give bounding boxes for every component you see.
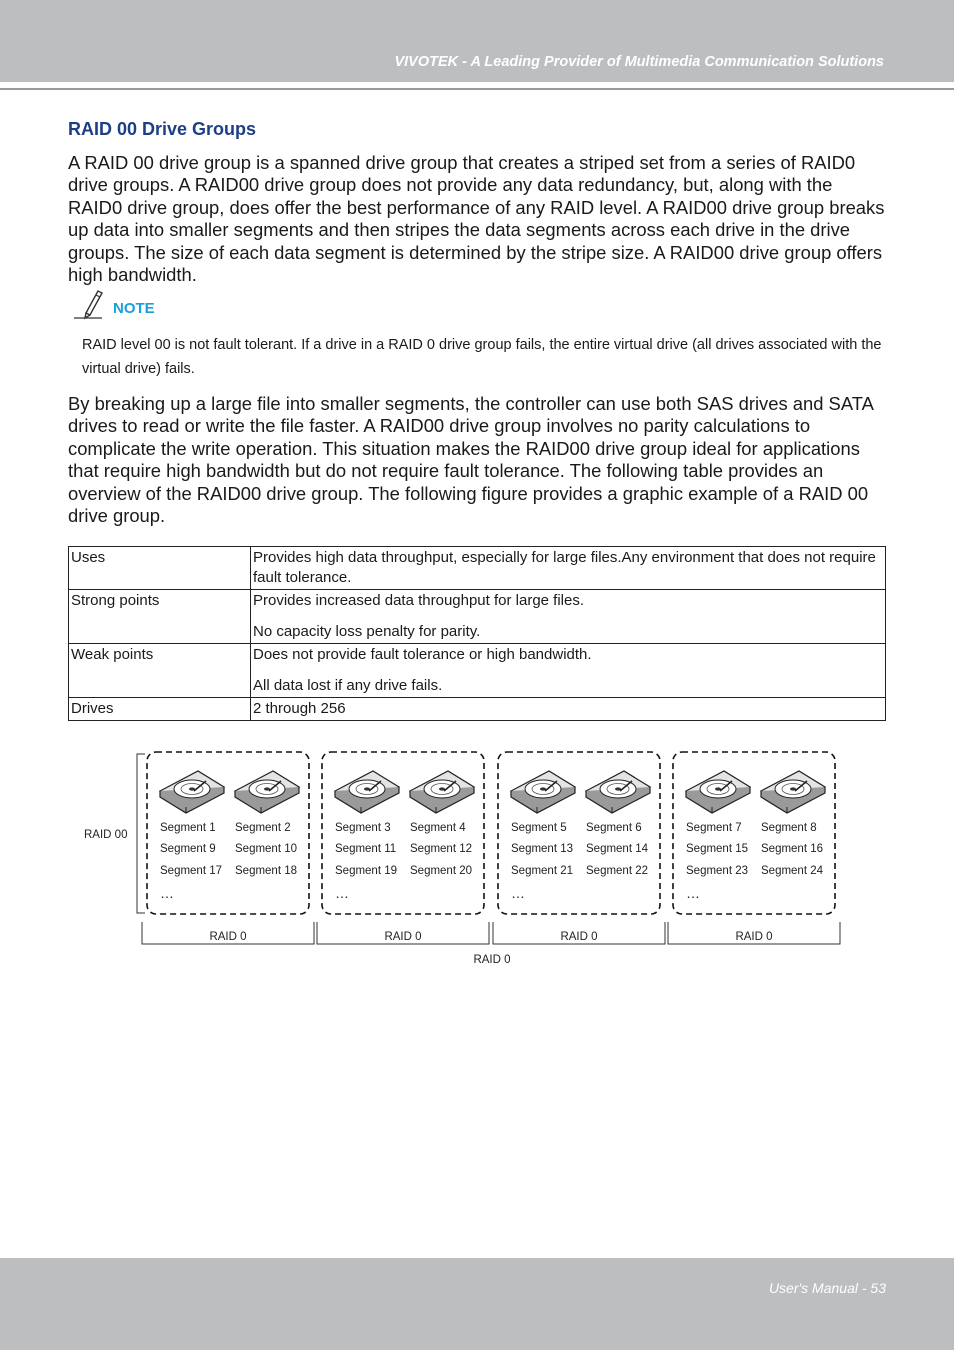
ellipsis: … <box>160 885 174 901</box>
table-row-value <box>251 698 886 721</box>
table-row-label: Drives <box>69 698 251 721</box>
table-row <box>69 547 886 590</box>
hard-drive-icon <box>335 771 399 813</box>
hard-drive-icon <box>160 771 224 813</box>
note-label: NOTE <box>113 300 155 317</box>
segment-label: Segment 24 <box>761 865 824 877</box>
segment-label: Segment 16 <box>761 843 824 855</box>
note-text: RAID level 00 is not fault tolerant. If a drive in a RAID 0 drive group fails, the entire virtual drive (all drives associated with the virtual drive) fails. <box>82 337 882 377</box>
segment-label: Segment 9 <box>160 843 216 855</box>
segment-label: Segment 13 <box>511 843 574 855</box>
section-title: RAID 00 Drive Groups <box>68 119 257 139</box>
table-row-value <box>251 644 886 698</box>
segment-label: Segment 21 <box>511 865 574 877</box>
segment-label: Segment 10 <box>235 843 298 855</box>
segment-label: Segment 20 <box>410 865 473 877</box>
segment-label: Segment 5 <box>511 822 567 834</box>
raid0-group-label: RAID 0 <box>209 931 247 943</box>
overview-table <box>68 546 886 721</box>
segment-label: Segment 18 <box>235 865 298 877</box>
table-row <box>69 590 886 644</box>
segment-label: Segment 4 <box>410 822 466 834</box>
pencil-icon <box>72 286 106 320</box>
raid0-group-label: RAID 0 <box>735 931 773 943</box>
table-row <box>69 698 886 721</box>
raid0-group-label: RAID 0 <box>384 931 422 943</box>
segment-label: Segment 2 <box>235 822 291 834</box>
raid00-bracket <box>137 754 145 913</box>
table-cell-line: Does not provide fault tolerance or high bandwidth. <box>253 646 592 663</box>
table-row <box>69 644 886 698</box>
table-row-value <box>251 547 886 590</box>
body-paragraph: By breaking up a large file into smaller segments, the controller can use both SAS drives and SATA drives to read or write the file faster. A RAID00 drive group involves no parity calculations to complicate the write operation. This situation makes the RAID00 drive group ideal for applications that require high bandwidth but do not require fault tolerance. The following table provides an overview of the RAID00 drive group. The following figure provides a graphic example of a RAID 00 drive group. <box>68 393 873 527</box>
segment-label: Segment 8 <box>761 822 817 834</box>
page-header <box>0 0 954 82</box>
hard-drive-icon <box>761 771 825 813</box>
page-number: User's Manual - 53 <box>768 1280 886 1296</box>
header-tagline: VIVOTEK - A Leading Provider of Multimedia Communication Solutions <box>394 54 884 70</box>
table-cell-line: No capacity loss penalty for parity. <box>253 623 481 640</box>
intro-paragraph: A RAID 00 drive group is a spanned drive group that creates a striped set from a series of RAID0 drive groups. A RAID00 drive group does not provide any data redundancy, but, along with the RAID0 drive group, does offer the best performance of any RAID level. A RAID00 drive group breaks up data into smaller segments and then stripes the data segments across each drive in the drive groups. The size of each data segment is determined by the stripe size. A RAID00 drive group offers high bandwidth. <box>68 152 885 286</box>
segment-label: Segment 1 <box>160 822 216 834</box>
hard-drive-icon <box>235 771 299 813</box>
segment-label: Segment 23 <box>686 865 749 877</box>
segment-label: Segment 12 <box>410 843 473 855</box>
raid00-label: RAID 00 <box>84 829 128 841</box>
page-footer <box>0 1258 954 1350</box>
hard-drive-icon <box>511 771 575 813</box>
ellipsis: … <box>686 885 700 901</box>
raid0-group-label: RAID 0 <box>560 931 598 943</box>
segment-label: Segment 14 <box>586 843 649 855</box>
segment-label: Segment 7 <box>686 822 742 834</box>
table-cell-line: 2 through 256 <box>253 700 346 717</box>
table-row-label: Strong points <box>69 590 251 644</box>
table-cell-line: Provides increased data throughput for large files. <box>253 592 585 609</box>
raid00-diagram <box>0 740 954 980</box>
segment-label: Segment 15 <box>686 843 749 855</box>
hard-drive-icon <box>686 771 750 813</box>
table-row-label: Uses <box>69 547 251 590</box>
table-cell-line: All data lost if any drive fails. <box>253 677 443 694</box>
table-row-value <box>251 590 886 644</box>
ellipsis: … <box>511 885 525 901</box>
hard-drive-icon <box>410 771 474 813</box>
hard-drive-icon <box>586 771 650 813</box>
header-rule <box>0 88 954 90</box>
table-cell-line: Provides high data throughput, especially for large files.Any environment that does not require fault tolerance. <box>253 549 876 586</box>
segment-label: Segment 22 <box>586 865 649 877</box>
segment-label: Segment 6 <box>586 822 642 834</box>
table-row-label: Weak points <box>69 644 251 698</box>
raid0-bottom-label: RAID 0 <box>473 954 511 966</box>
segment-label: Segment 11 <box>335 843 397 855</box>
segment-label: Segment 17 <box>160 865 223 877</box>
segment-label: Segment 19 <box>335 865 398 877</box>
ellipsis: … <box>335 885 349 901</box>
segment-label: Segment 3 <box>335 822 391 834</box>
